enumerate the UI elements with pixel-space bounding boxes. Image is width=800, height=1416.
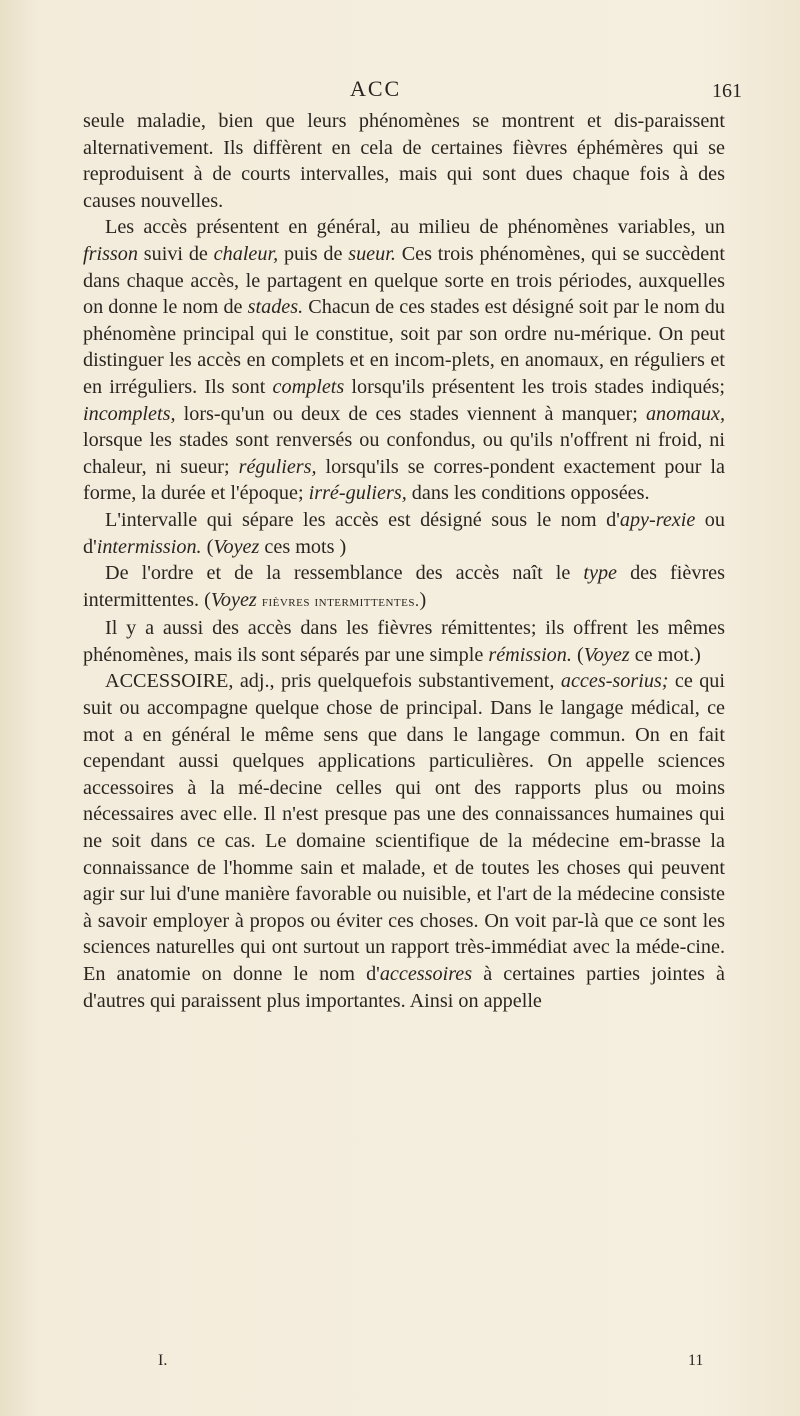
text-run: Il y a aussi des accès dans les fièvres rémittentes; ils offrent les mêmes phénomènes, mais ils sont séparés par une simple (83, 617, 725, 666)
text-run: Ces trois phénomènes, qui se succèdent dans chaque accès, le partagent en quelque sorte en trois périodes, auxquelles on donne le nom de (83, 242, 725, 319)
text-run: ( (571, 643, 584, 666)
italic-text: frisson (83, 242, 138, 265)
page-footer (0, 1352, 800, 1376)
text-run: à certaines parties jointes à d'autres qui paraissent plus importantes. Ainsi on appelle (83, 963, 725, 1012)
text-run: lorsqu'ils présentent les trois stades indiqués; (344, 375, 725, 398)
italic-text: accessoires (379, 963, 473, 985)
text-run: Les accès présentent en général, au milieu de phénomènes variables, un (105, 216, 725, 239)
italic-text: acces-sorius; (560, 670, 669, 693)
body-text (83, 108, 725, 1014)
text-run: L'intervalle qui sépare les accès est désigné sous le nom d' (105, 508, 620, 531)
italic-text: stades. (247, 296, 304, 319)
italic-text: complets (272, 375, 345, 398)
italic-text: apy-rexie (619, 508, 696, 531)
signature-mark-right: 11 (688, 1352, 704, 1369)
running-head: ACC (350, 76, 402, 101)
text-run: puis de (278, 242, 349, 265)
italic-text: type (583, 562, 618, 585)
text-run: ce qui suit ou accompagne quelque chose de principal. Dans le langage médical, ce mot a en général le même sens que dans le langage commun. On en fait cependant aussi quelques applications particulières. On appelle sciences accessoires à la mé-decine celles qui ont des rapports plus ou moins nécessaires avec elle. Il n'est presque pas une des connaissances humaines qui ne soit dans ce cas. Le domaine scientifique de la médecine em-brasse la connaissance de l'homme sain et malade, et de toutes les choses qui peuvent agir sur lui d'une manière favorable ou nuisible, et l'art de la médecine consiste à savoir employer à propos ou éviter ces choses. On voit par-là que ce sont les sciences naturelles qui ont surtout un rapport très-immédiat avec la méde-cine. En anatomie on donne le nom d' (83, 670, 725, 985)
italic-text: incomplets, (83, 402, 176, 425)
text-run: ces mots ) (259, 535, 347, 558)
page-header (0, 70, 800, 110)
small-caps-text: fièvres intermittentes. (261, 592, 420, 610)
italic-text: chaleur, (213, 242, 279, 265)
text-run: ) (419, 588, 427, 611)
italic-text: Voyez (213, 535, 260, 558)
text-run: De l'ordre et de la ressemblance des accès naît le (105, 562, 584, 585)
text-run: ou d' (83, 508, 725, 558)
italic-text: Voyez (210, 588, 257, 611)
text-run: dans les conditions opposées. (406, 482, 650, 505)
paragraph (83, 560, 725, 615)
italic-text: rémission. (488, 643, 572, 666)
text-run: ACCESSOIRE, adj., pris quelquefois substantivement, (105, 670, 561, 693)
italic-text: anomaux, (645, 402, 725, 425)
signature-mark-left: I. (158, 1352, 168, 1369)
text-run: ce mot.) (629, 643, 701, 666)
italic-text: irré-guliers, (308, 482, 407, 505)
text-run: Chacun de ces stades est désigné soit par le nom du phénomène principal qui le constitue, soit par son ordre nu-mérique. On peut distinguer les accès en complets et en incom-plets, en anomaux, en réguliers et en irréguliers. Ils sont (83, 296, 725, 398)
text-run: seule maladie, bien que leurs phénomènes se montrent et dis-paraissent alternativement. Ils diffèrent en cela de certaines fièvres éphémères qui se reproduisent à de courts intervalles, mais qui sont dues chaque fois à des causes nouvelles. (83, 110, 725, 212)
paragraph (83, 214, 725, 507)
italic-text: réguliers, (238, 455, 317, 478)
text-run: suivi de (137, 242, 214, 265)
italic-text: intermission. (96, 535, 202, 558)
text-run: lorsque les stades sont renversés ou confondus, ou qu'ils n'offrent ni froid, ni chaleur, ni sueur; (83, 429, 725, 478)
text-run: lors-qu'un ou deux de ces stades viennent à manquer; (175, 402, 646, 425)
paragraph (83, 615, 725, 668)
page-number: 161 (712, 80, 742, 102)
italic-text: Voyez (583, 643, 630, 666)
italic-text: sueur. (348, 242, 396, 265)
paragraph (83, 507, 725, 560)
text-run: ( (201, 535, 214, 558)
paragraph (83, 668, 725, 1014)
paragraph (83, 108, 725, 214)
text-run: des fièvres intermittentes. ( (83, 562, 725, 611)
text-run: lorsqu'ils se corres-pondent exactement pour la forme, la durée et l'époque; (83, 455, 725, 505)
